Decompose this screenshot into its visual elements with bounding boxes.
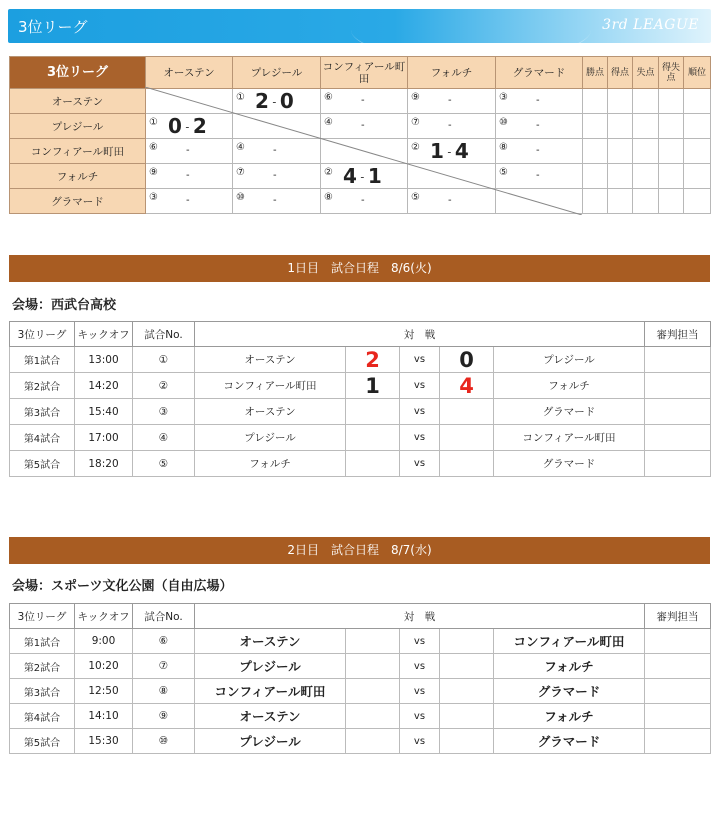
league-row-team: コンフィアール町田: [10, 139, 146, 164]
match-number: ⑨: [149, 167, 158, 178]
match-number: ④: [133, 425, 195, 451]
match-label: 第1試合: [10, 347, 75, 373]
referee-cell: [645, 654, 711, 679]
league-corner-label: 3位リーグ: [10, 57, 146, 89]
vs-label: vs: [400, 729, 440, 754]
home-score: 2: [346, 347, 400, 373]
match-number: ⑧: [499, 142, 508, 153]
match-row: [10, 704, 711, 729]
league-stat-cell: [684, 89, 711, 114]
match-score: -: [186, 145, 190, 156]
home-score: [346, 704, 400, 729]
day2-header-row: [10, 604, 711, 629]
match-score: -: [536, 120, 540, 131]
day1-venue: 会場：西武台高校: [12, 298, 117, 313]
home-team: フォルチ: [195, 451, 346, 477]
banner-subtitle: 3rd LEAGUE: [602, 17, 699, 33]
vs-label: vs: [400, 373, 440, 399]
match-label: 第5試合: [10, 729, 75, 754]
vs-label: vs: [400, 679, 440, 704]
league-stat-cell: [608, 114, 633, 139]
match-label: 第5試合: [10, 451, 75, 477]
vs-label: vs: [400, 425, 440, 451]
referee-cell: [645, 425, 711, 451]
league-stat-cell: [583, 89, 608, 114]
match-number: ④: [236, 142, 245, 153]
kickoff-time: 17:00: [75, 425, 133, 451]
match-score: -: [361, 120, 365, 131]
col-match-no: 試合No.: [133, 604, 195, 629]
league-stat-cell: [659, 89, 684, 114]
home-score: 1: [346, 373, 400, 399]
league-col-team: グラマード: [496, 57, 583, 89]
match-label: 第3試合: [10, 399, 75, 425]
away-team: プレジール: [494, 347, 645, 373]
day2-schedule-table: [9, 603, 711, 754]
match-number: ⑦: [411, 117, 420, 128]
away-team: グラマード: [494, 679, 645, 704]
match-label: 第3試合: [10, 679, 75, 704]
home-score: [346, 629, 400, 654]
match-row: [10, 399, 711, 425]
league-stat-cell: [583, 139, 608, 164]
away-score: [440, 425, 494, 451]
away-team: コンフィアール町田: [494, 425, 645, 451]
league-stat-cell: [608, 189, 633, 214]
league-stat-cell: [583, 114, 608, 139]
league-col-stat: 失点: [633, 57, 659, 89]
kickoff-time: 15:30: [75, 729, 133, 754]
match-number: ⑧: [133, 679, 195, 704]
home-score: [346, 451, 400, 477]
away-score: [440, 399, 494, 425]
vs-label: vs: [400, 654, 440, 679]
match-number: ②: [133, 373, 195, 399]
away-team: グラマード: [494, 451, 645, 477]
match-number: ③: [499, 92, 508, 103]
kickoff-time: 14:10: [75, 704, 133, 729]
match-label: 第4試合: [10, 425, 75, 451]
match-score: 0 - 2: [168, 114, 207, 138]
match-number: ⑥: [324, 92, 333, 103]
day2-header-bar: 2日目 試合日程 8/7(水): [9, 537, 710, 564]
match-score: -: [186, 195, 190, 206]
league-row-team: オーステン: [10, 89, 146, 114]
vs-label: vs: [400, 347, 440, 373]
referee-cell: [645, 373, 711, 399]
match-score: -: [273, 170, 277, 181]
match-row: [10, 629, 711, 654]
match-number: ⑨: [133, 704, 195, 729]
league-stat-cell: [633, 114, 659, 139]
league-stat-cell: [633, 89, 659, 114]
kickoff-time: 18:20: [75, 451, 133, 477]
referee-cell: [645, 679, 711, 704]
kickoff-time: 14:20: [75, 373, 133, 399]
referee-cell: [645, 451, 711, 477]
match-row: [10, 729, 711, 754]
league-col-stat: 得点: [608, 57, 633, 89]
league-stat-cell: [608, 164, 633, 189]
col-league: 3位リーグ: [10, 322, 75, 347]
league-diagonal-line: [145, 87, 582, 215]
league-row-team: プレジール: [10, 114, 146, 139]
league-col-stat: 勝点: [583, 57, 608, 89]
col-match-no: 試合No.: [133, 322, 195, 347]
referee-cell: [645, 629, 711, 654]
vs-label: vs: [400, 629, 440, 654]
home-team: オーステン: [195, 629, 346, 654]
league-stat-cell: [684, 139, 711, 164]
match-number: ①: [236, 92, 245, 103]
match-score: -: [361, 195, 365, 206]
league-stat-cell: [659, 114, 684, 139]
league-col-team: コンフィアール町田: [321, 57, 408, 89]
away-score: [440, 729, 494, 754]
match-score: -: [448, 120, 452, 131]
col-versus: 対 戦: [195, 322, 645, 347]
match-row: [10, 425, 711, 451]
match-score: 2 - 0: [255, 89, 294, 113]
match-score: -: [186, 170, 190, 181]
league-row-team: グラマード: [10, 189, 146, 214]
kickoff-time: 13:00: [75, 347, 133, 373]
home-team: オーステン: [195, 704, 346, 729]
league-stat-cell: [684, 164, 711, 189]
league-banner: [8, 9, 711, 43]
match-number: ⑤: [499, 167, 508, 178]
league-stat-cell: [583, 164, 608, 189]
match-number: ⑥: [149, 142, 158, 153]
match-score: -: [448, 195, 452, 206]
league-col-team: オーステン: [146, 57, 233, 89]
away-team: コンフィアール町田: [494, 629, 645, 654]
home-team: プレジール: [195, 654, 346, 679]
match-number: ⑤: [411, 192, 420, 203]
match-score: -: [536, 145, 540, 156]
match-row: [10, 347, 711, 373]
league-stat-cell: [633, 139, 659, 164]
away-team: フォルチ: [494, 654, 645, 679]
league-col-team: プレジール: [233, 57, 321, 89]
league-stat-cell: [583, 189, 608, 214]
league-stat-cell: [633, 164, 659, 189]
match-number: ⑩: [236, 192, 245, 203]
home-score: [346, 654, 400, 679]
match-number: ⑥: [133, 629, 195, 654]
match-score: -: [536, 95, 540, 106]
kickoff-time: 10:20: [75, 654, 133, 679]
home-team: コンフィアール町田: [195, 373, 346, 399]
vs-label: vs: [400, 451, 440, 477]
match-score: 1 - 4: [430, 139, 469, 163]
match-label: 第2試合: [10, 654, 75, 679]
match-row: [10, 654, 711, 679]
kickoff-time: 9:00: [75, 629, 133, 654]
match-number: ⑩: [133, 729, 195, 754]
league-stat-cell: [608, 89, 633, 114]
home-team: プレジール: [195, 729, 346, 754]
match-label: 第2試合: [10, 373, 75, 399]
home-score: [346, 399, 400, 425]
match-number: ⑦: [236, 167, 245, 178]
col-kickoff: キックオフ: [75, 604, 133, 629]
away-team: グラマード: [494, 399, 645, 425]
match-number: ③: [149, 192, 158, 203]
away-score: [440, 629, 494, 654]
day1-schedule-table: [9, 321, 711, 477]
referee-cell: [645, 399, 711, 425]
home-score: [346, 729, 400, 754]
day1-header-row: [10, 322, 711, 347]
col-kickoff: キックオフ: [75, 322, 133, 347]
home-team: オーステン: [195, 347, 346, 373]
referee-cell: [645, 729, 711, 754]
col-referee: 審判担当: [645, 322, 711, 347]
col-referee: 審判担当: [645, 604, 711, 629]
match-score: -: [536, 170, 540, 181]
home-score: [346, 425, 400, 451]
match-number: ⑩: [499, 117, 508, 128]
col-league: 3位リーグ: [10, 604, 75, 629]
away-team: グラマード: [494, 729, 645, 754]
match-number: ①: [133, 347, 195, 373]
referee-cell: [645, 704, 711, 729]
match-number: ⑨: [411, 92, 420, 103]
vs-label: vs: [400, 704, 440, 729]
match-number: ④: [324, 117, 333, 128]
home-team: コンフィアール町田: [195, 679, 346, 704]
referee-cell: [645, 347, 711, 373]
match-number: ②: [324, 167, 333, 178]
away-score: 0: [440, 347, 494, 373]
away-team: フォルチ: [494, 704, 645, 729]
league-stat-cell: [684, 114, 711, 139]
league-row-team: フォルチ: [10, 164, 146, 189]
away-score: [440, 679, 494, 704]
match-row: [10, 451, 711, 477]
kickoff-time: 15:40: [75, 399, 133, 425]
league-stat-cell: [659, 164, 684, 189]
away-score: [440, 451, 494, 477]
league-stat-cell: [659, 189, 684, 214]
away-score: 4: [440, 373, 494, 399]
match-number: ③: [133, 399, 195, 425]
match-number: ②: [411, 142, 420, 153]
match-number: ①: [149, 117, 158, 128]
home-team: オーステン: [195, 399, 346, 425]
home-score: [346, 679, 400, 704]
league-col-stat: 得失点: [659, 57, 684, 89]
match-score: -: [361, 95, 365, 106]
match-row: [10, 679, 711, 704]
league-col-team: フォルチ: [408, 57, 496, 89]
col-versus: 対 戦: [195, 604, 645, 629]
league-col-stat: 順位: [684, 57, 711, 89]
league-stat-cell: [659, 139, 684, 164]
match-score: 4 - 1: [343, 164, 382, 188]
day2-venue: 会場：スポーツ文化公園（自由広場）: [12, 579, 233, 594]
away-score: [440, 704, 494, 729]
league-stat-cell: [684, 189, 711, 214]
home-team: プレジール: [195, 425, 346, 451]
vs-label: vs: [400, 399, 440, 425]
match-number: ⑤: [133, 451, 195, 477]
league-stat-cell: [633, 189, 659, 214]
match-score: -: [273, 145, 277, 156]
match-label: 第1試合: [10, 629, 75, 654]
league-header-row: [10, 57, 711, 89]
match-score: -: [273, 195, 277, 206]
away-team: フォルチ: [494, 373, 645, 399]
banner-title: 3位リーグ: [18, 18, 88, 36]
match-score: -: [448, 95, 452, 106]
match-row: [10, 373, 711, 399]
match-number: ⑦: [133, 654, 195, 679]
kickoff-time: 12:50: [75, 679, 133, 704]
banner-swoosh: [351, 9, 591, 43]
match-number: ⑧: [324, 192, 333, 203]
day1-header-bar: 1日目 試合日程 8/6(火): [9, 255, 710, 282]
away-score: [440, 654, 494, 679]
league-stat-cell: [608, 139, 633, 164]
match-label: 第4試合: [10, 704, 75, 729]
